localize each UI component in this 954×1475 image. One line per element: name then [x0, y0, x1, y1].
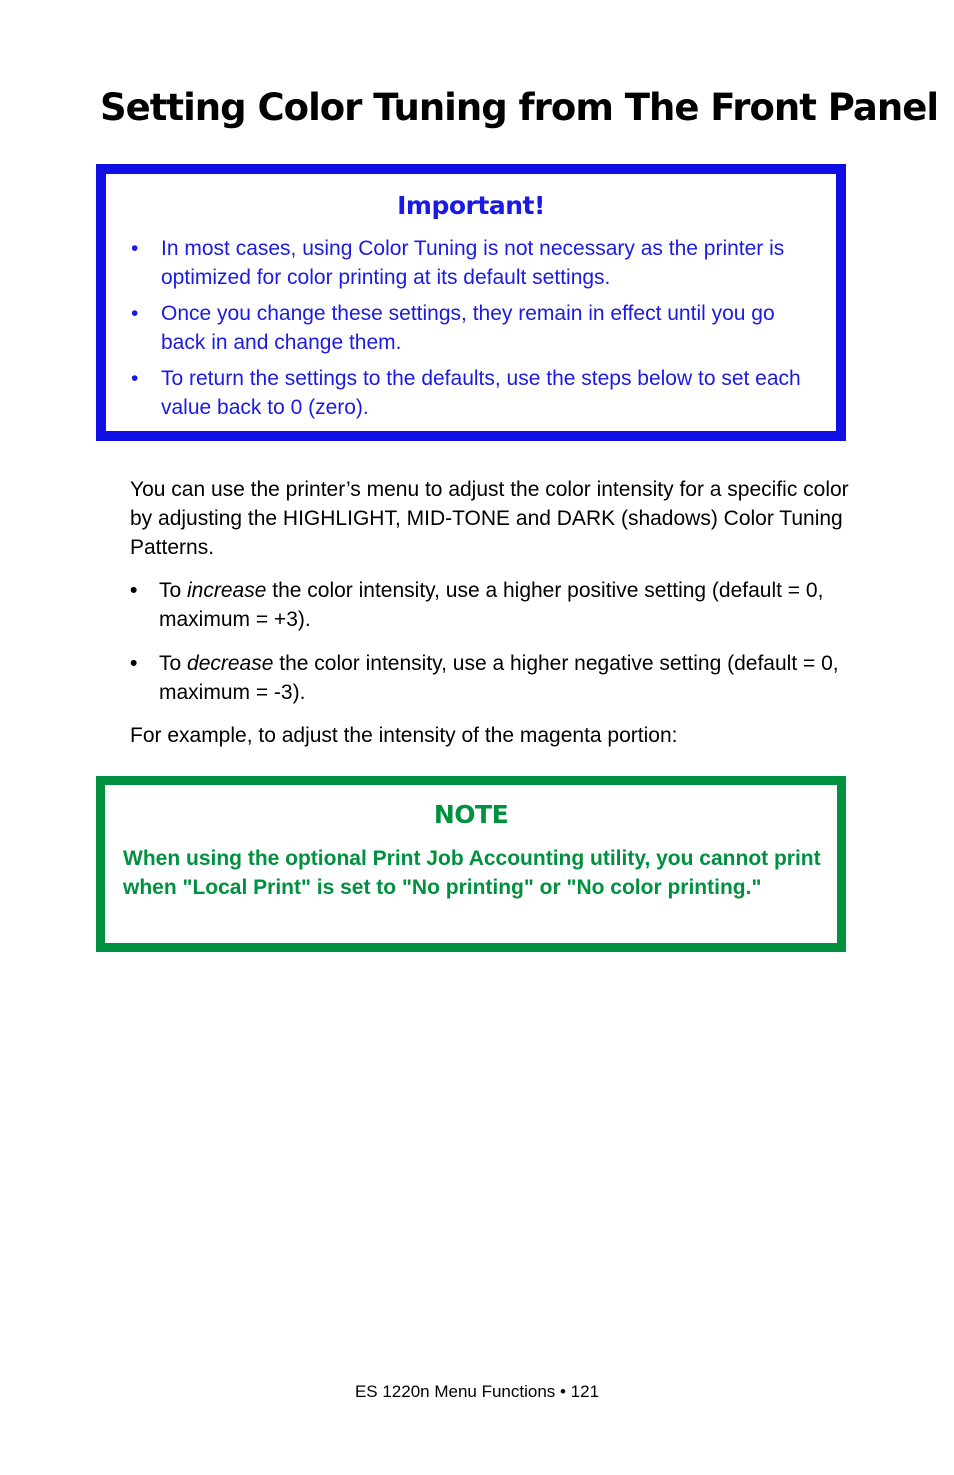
emphasis-increase: increase [187, 579, 267, 602]
bullet-icon: • [131, 302, 139, 325]
note-text: When using the optional Print Job Accounting utility, you cannot print when "Local Print" is set to "No printing" or "No color printing." [123, 847, 821, 899]
important-item: • In most cases, using Color Tuning is not necessary as the printer is optimized for color printing at its default settings. [123, 234, 823, 292]
bullet-icon: • [130, 579, 138, 602]
bullet-icon: • [131, 367, 139, 390]
bullet-icon: • [130, 652, 138, 675]
important-heading: Important! [397, 191, 545, 220]
important-callout [96, 164, 846, 441]
example-paragraph: For example, to adjust the intensity of the magenta portion: [130, 724, 678, 747]
intensity-item: • To increase the color intensity, use a higher positive setting (default = 0, maximum = +3). [130, 576, 850, 634]
intensity-item: • To decrease the color intensity, use a higher negative setting (default = 0, maximum = -3). [130, 649, 850, 707]
intro-paragraph: You can use the printer’s menu to adjust the color intensity for a specific color by adjusting the HIGHLIGHT, MID-TONE and DARK (shadows) Color Tuning Patterns. [130, 478, 849, 559]
important-item: • To return the settings to the defaults, use the steps below to set each value back to 0 (zero). [123, 364, 823, 422]
page-footer: ES 1220n Menu Functions • 121 [354, 1382, 600, 1401]
important-item: • Once you change these settings, they remain in effect until you go back in and change them. [123, 299, 823, 357]
note-heading: NOTE [433, 800, 509, 829]
important-list [123, 234, 823, 429]
note-callout [96, 776, 846, 952]
bullet-icon: • [131, 237, 139, 260]
page-title: Setting Color Tuning from The Front Panel [100, 86, 939, 129]
intensity-list [130, 576, 850, 722]
emphasis-decrease: decrease [187, 652, 274, 675]
